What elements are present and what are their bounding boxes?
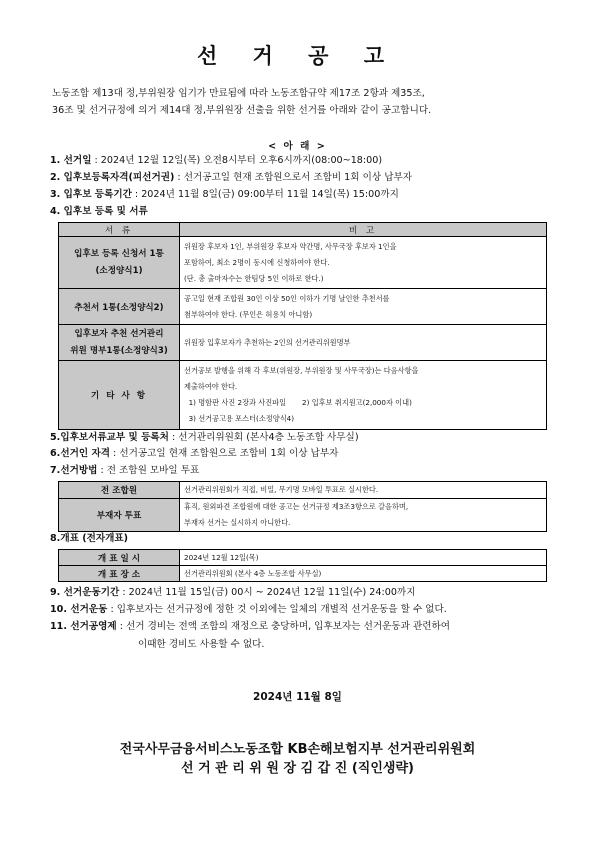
document-name: 입후보 등록 신청서 1통 (소정양식1) [59, 237, 180, 289]
note-line: 3) 선거공고용 포스터(소정양식4) [184, 414, 295, 423]
item-1 [50, 155, 382, 167]
item-1-text: : 2024년 12월 12일(목) 오전8시부터 오후6시까지(08:00~18:00) [91, 155, 383, 166]
item-7-text: : 전 조합원 모바일 투표 [97, 465, 200, 476]
item-6 [50, 448, 338, 460]
issuer-organization: 전국사무금융서비스노동조합 KB손해보험지부 선거관리위원회 [119, 742, 476, 757]
table-row [59, 237, 547, 289]
document-title: 선 거 공 고 [196, 44, 399, 68]
item-9-label: 9. 선거운동기간 [50, 587, 120, 598]
note-line: 포함하여, 최소 2명이 동시에 신청하여야 한다. [184, 257, 330, 267]
counting-label: 개 표 일 시 [59, 550, 180, 566]
note-line: (단. 총 출마자수는 한팀당 5인 이하로 한다.) [184, 273, 324, 283]
item-8-label: 8.개표 (전자개표) [50, 533, 129, 544]
item-2 [50, 172, 412, 184]
item-6-label: 6.선거인 자격 [50, 448, 110, 459]
item-11-continuation: 이때한 경비도 사용할 수 없다. [138, 639, 265, 650]
counting-value: 선거관리위원회 (본사 4층 노동조합 사무실) [180, 566, 547, 582]
note-line: 첨부하여야 한다. (무인은 허용치 아니함) [184, 309, 313, 319]
note-line: 부재자 선거는 실시하지 아니한다. [184, 518, 291, 527]
document-name: 추천서 1통(소정양식2) [59, 289, 180, 325]
note-line: 1) 명함판 사진 2장과 사진파일 2) 입후보 취지원고(2,000자 이내) [184, 398, 412, 407]
item-3 [50, 189, 399, 201]
note-line: 공고일 현재 조합원 30인 이상 50인 이하가 기명 날인한 추천서를 [184, 293, 390, 303]
item-10 [50, 604, 447, 616]
note-line: 선거공보 발행을 위해 각 후보(위원장, 부위원장 및 사무국장)는 다음사항을 [184, 366, 419, 375]
document-note [180, 325, 547, 361]
item-5 [50, 432, 359, 444]
item-2-label: 2. 입후보등록자격(피선거권) [50, 172, 175, 183]
table-row [59, 566, 547, 582]
vote-method-note [180, 482, 547, 499]
item-9 [50, 587, 415, 599]
vote-method-name: 부재자 투표 [59, 499, 180, 532]
item-2-text: : 선거공고일 현재 조합원으로서 조합비 1회 이상 납부자 [174, 172, 412, 183]
document-note [180, 237, 547, 289]
counting-table [58, 549, 547, 582]
document-name: 입후보자 추천 선거관리 위원 명부1통(소정양식3) [59, 325, 180, 361]
note-line: 위원장 입후보자가 추천하는 2인의 선거관리위원명부 [184, 337, 351, 347]
table-row [59, 499, 547, 532]
notice-date: 2024년 11월 8일 [253, 691, 342, 703]
note-line: 휴직, 원외파견 조합원에 대한 공고는 선거규정 제3조3항으로 갈음하며, [184, 502, 409, 511]
item-6-text: : 선거공고일 현재 조합원으로 조합비 1회 이상 납부자 [110, 448, 339, 459]
item-4-label: 4. 입후보 등록 및 서류 [50, 206, 148, 217]
intro-line-1: 노동조합 제13대 정,부위원장 임기가 만료됨에 따라 노동조합규약 제17조 2항과 제35조, [52, 88, 425, 99]
documents-table [58, 222, 547, 430]
section-label: < 아 래 > [268, 141, 327, 152]
item-11 [50, 621, 450, 633]
item-11-text: : 선거 경비는 전액 조합의 재정으로 충당하며, 입후보자는 선거운동과 관련하여 [116, 621, 451, 632]
item-9-text: : 2024년 11월 15일(금) 00시 ~ 2024년 12월 11일(수) 24:00까지 [119, 587, 416, 598]
item-10-label: 10. 선거운동 [50, 604, 108, 615]
item-3-label: 3. 입후보 등록기간 [50, 189, 132, 200]
table-row [59, 361, 547, 430]
table-row [59, 482, 547, 499]
item-7 [50, 465, 199, 477]
document-note [180, 289, 547, 325]
note-line: 제출하여야 한다. [184, 382, 238, 391]
documents-header-col1: 서 류 [59, 223, 180, 237]
item-10-text: : 입후보자는 선거규정에 정한 것 이외에는 일체의 개별적 선거운동을 할 수 없다. [107, 604, 447, 615]
item-8 [50, 533, 128, 545]
item-3-text: : 2024년 11월 8일(금) 09:00부터 11월 14일(목) 15:00까지 [131, 189, 399, 200]
table-row [59, 325, 547, 361]
vote-method-table [58, 481, 547, 532]
document-name: 기 타 사 항 [59, 361, 180, 430]
item-7-label: 7.선거방법 [50, 465, 98, 476]
counting-label: 개 표 장 소 [59, 566, 180, 582]
note-line: 선거관리위원회가 직접, 비밀, 무기명 모바일 투표로 실시한다. [184, 485, 379, 494]
item-5-label: 5.입후보서류교부 및 등록처 [50, 432, 169, 443]
counting-value: 2024년 12월 12일(목) [180, 550, 547, 566]
vote-method-note [180, 499, 547, 532]
item-5-text: : 선거관리위원회 (본사4층 노동조합 사무실) [168, 432, 359, 443]
documents-header-col2: 비 고 [180, 223, 547, 237]
table-row [59, 550, 547, 566]
table-row [59, 289, 547, 325]
item-4 [50, 206, 148, 218]
document-note [180, 361, 547, 430]
item-1-label: 1. 선거일 [50, 155, 92, 166]
intro-line-2: 36조 및 선거규정에 의거 제14대 정,부위원장 선출을 위한 선거를 아래와 같이 공고합니다. [52, 105, 432, 116]
issuer-chairperson: 선 거 관 리 위 원 장 김 갑 진 (직인생략) [181, 761, 414, 776]
note-line: 위원장 후보자 1인, 부위원장 후보자 약간명, 사무국장 후보자 1인을 [184, 241, 397, 251]
item-11-label: 11. 선거공영제 [50, 621, 117, 632]
vote-method-name: 전 조합원 [59, 482, 180, 499]
